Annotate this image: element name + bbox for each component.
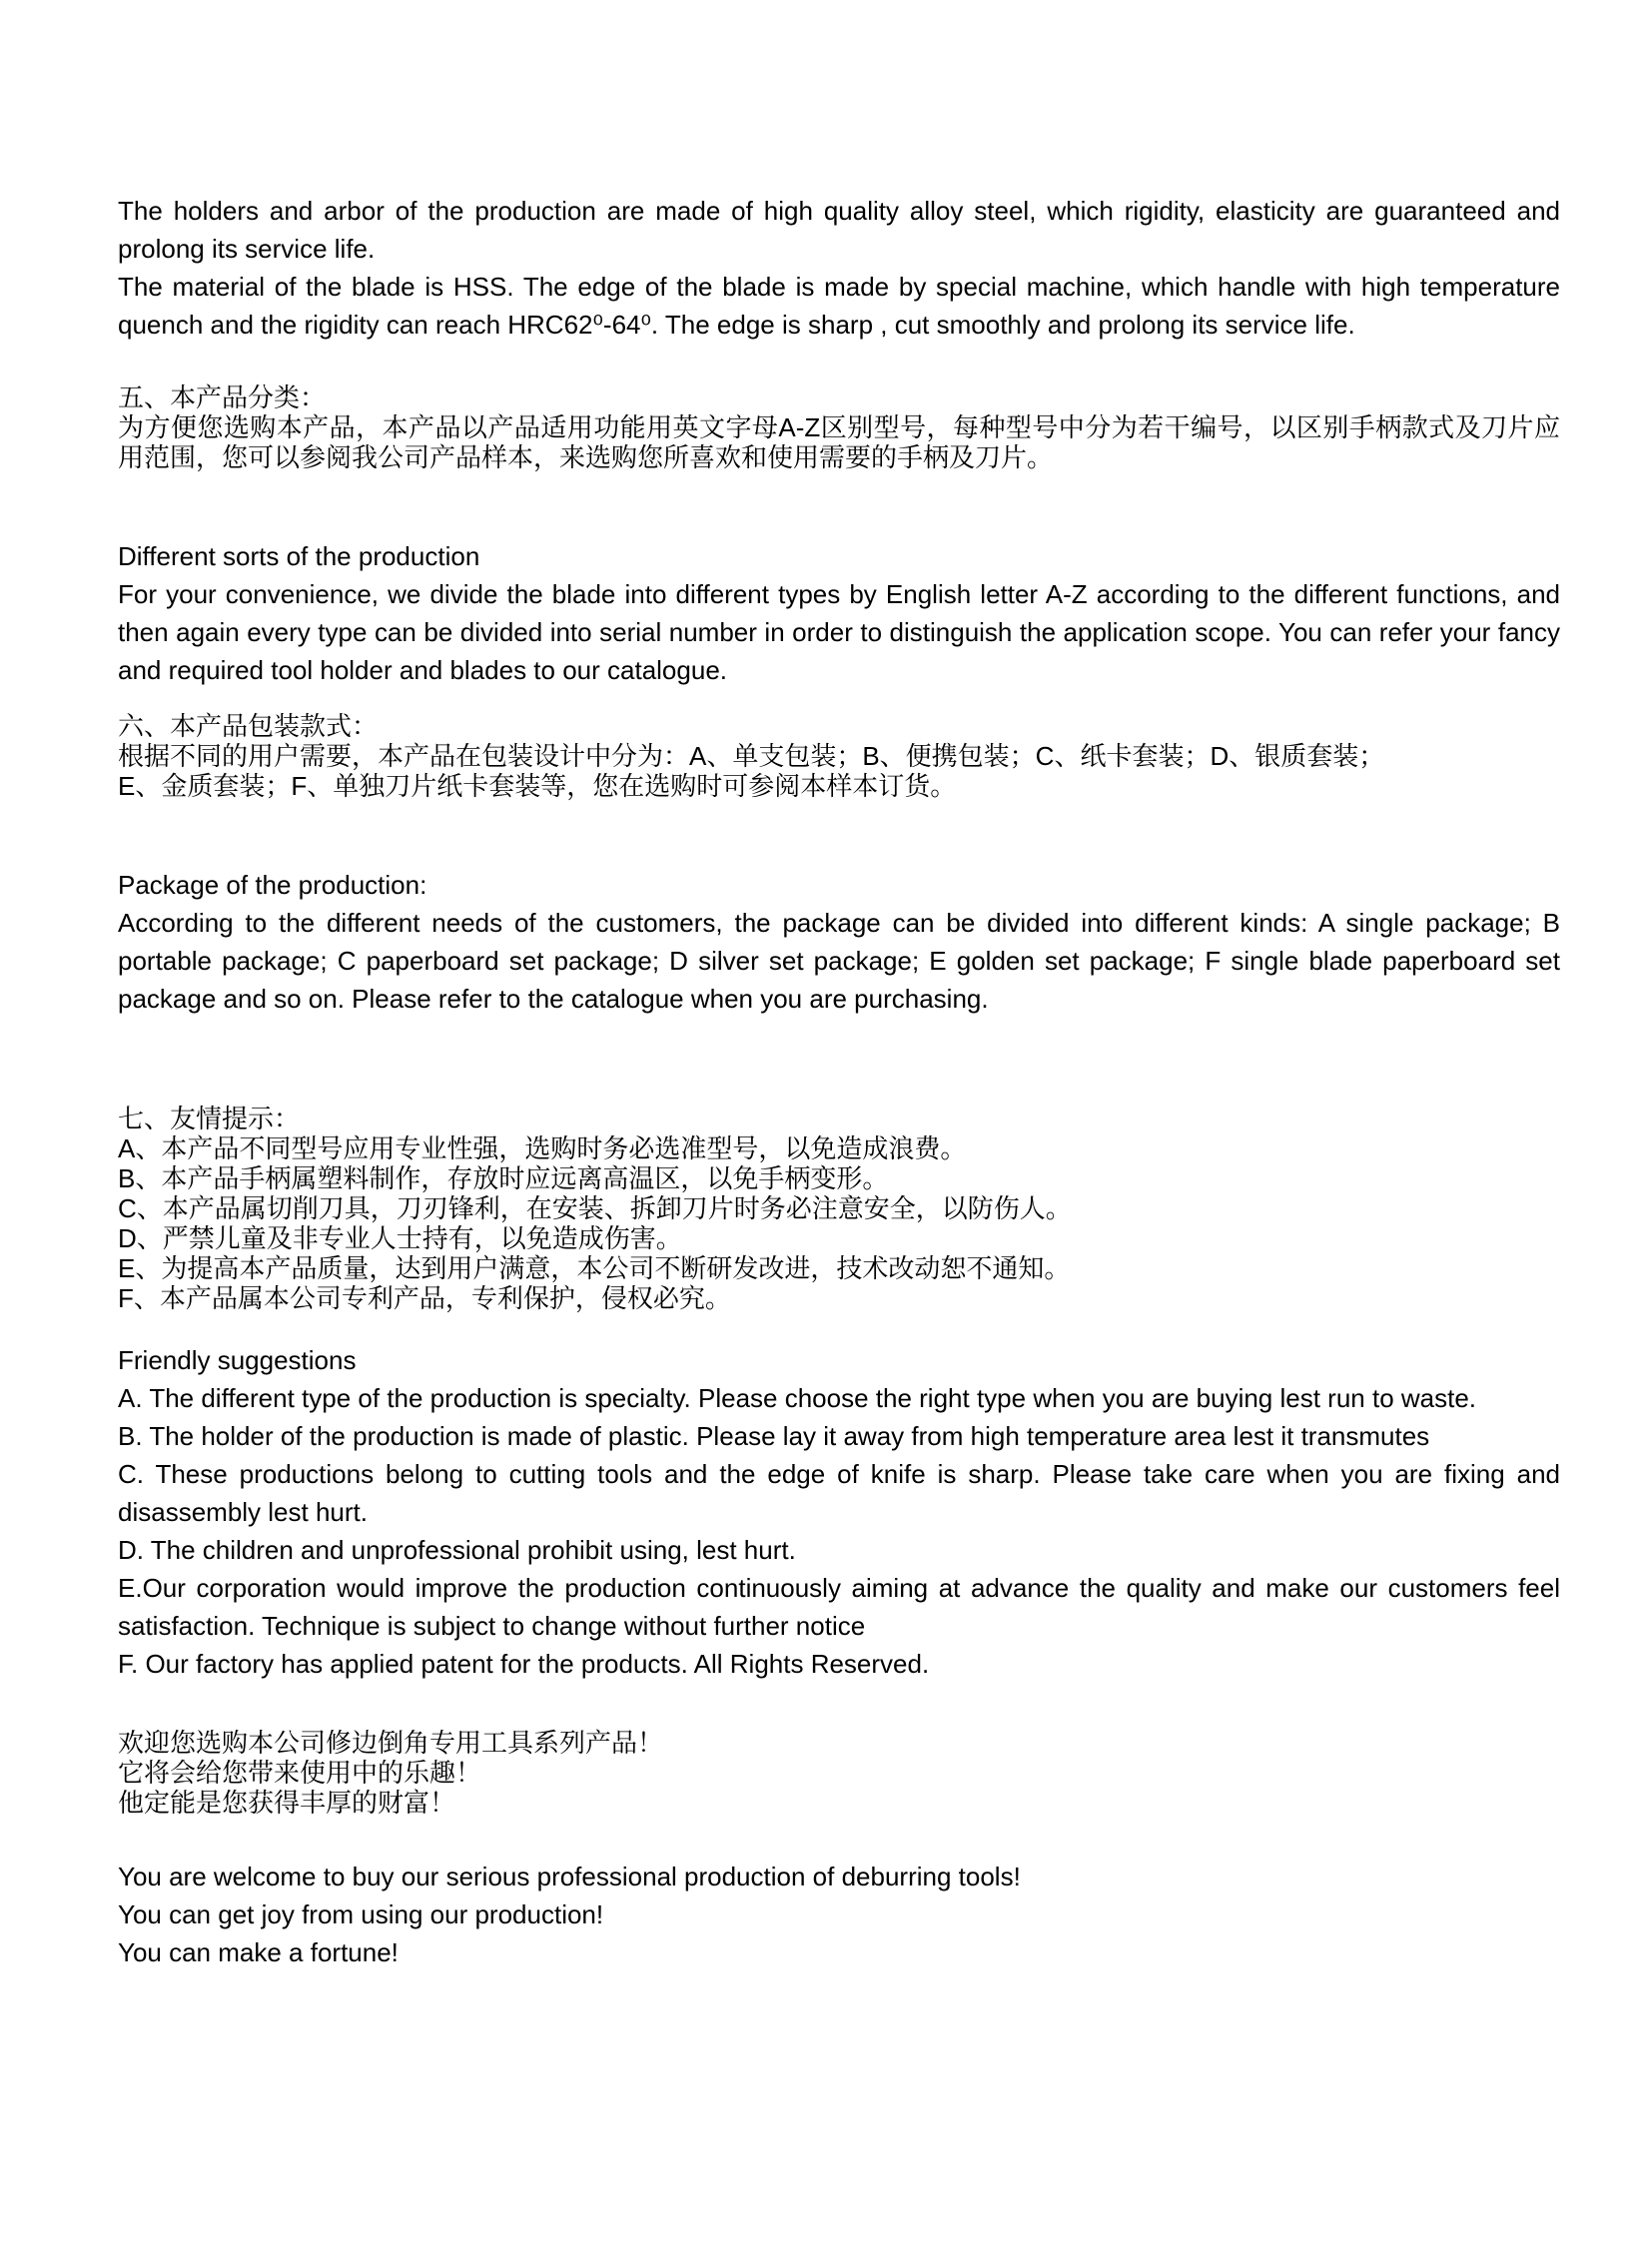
- section7-item-en-a: A. The different type of the production is specialty. Please choose the right type when you are buying lest run to waste.: [118, 1383, 1477, 1413]
- closing-chinese: [118, 1728, 1560, 1818]
- section5-heading-en: Different sorts of the production: [118, 541, 480, 571]
- section5-chinese: [118, 382, 1560, 472]
- section7-item-en-c: C. These productions belong to cutting tools and the edge of knife is sharp. Please take care when you are fixing and disassembly lest hurt.: [118, 1459, 1560, 1527]
- section7-item-zh-f: F、本产品属本公司专利产品，专利保护，侵权必究。: [118, 1283, 731, 1313]
- intro-paragraph-2: The material of the blade is HSS. The edge of the blade is made by special machine, which handle with high temperature quench and the rigidity can reach HRC62⁰-64⁰. The edge is sharp , cut smoothly and prolong its service life.: [118, 272, 1560, 340]
- section7-item-en-e: E.Our corporation would improve the production continuously aiming at advance the quality and make our customers feel satisfaction. Technique is subject to change without further notice: [118, 1573, 1560, 1641]
- closing-en-line-2: You can get joy from using our production!: [118, 1899, 604, 1929]
- section7-item-zh-a: A、本产品不同型号应用专业性强，选购时务必选准型号，以免造成浪费。: [118, 1133, 967, 1163]
- section7-heading-zh: 七、友情提示：: [118, 1104, 301, 1133]
- section5-body-zh: 为方便您选购本产品，本产品以产品适用功能用英文字母A-Z区别型号，每种型号中分为若干编号，以区别手柄款式及刀片应用范围，您可以参阅我公司产品样本，来选购您所喜欢和使用需要的手柄及刀片。: [118, 412, 1560, 472]
- section7-item-zh-b: B、本产品手柄属塑料制作，存放时应远离高温区，以免手柄变形。: [118, 1163, 889, 1193]
- section7-item-zh-c: C、本产品属切削刀具，刀刃锋利，在安装、拆卸刀片时务必注意安全，以防伤人。: [118, 1193, 1072, 1223]
- section7-item-en-f: F. Our factory has applied patent for the products. All Rights Reserved.: [118, 1649, 930, 1679]
- section5-english: [118, 537, 1560, 689]
- section6-chinese: [118, 711, 1560, 801]
- section5-body-en: For your convenience, we divide the blade into different types by English letter A-Z according to the different functions, and then again every type can be divided into serial number in order to distinguish the application scope. You can refer your fancy and required tool holder and blades to our catalogue.: [118, 579, 1560, 685]
- closing-zh-line-1: 欢迎您选购本公司修边倒角专用工具系列产品！: [118, 1728, 664, 1758]
- section6-heading-en: Package of the production:: [118, 870, 427, 900]
- section7-heading-en: Friendly suggestions: [118, 1345, 357, 1375]
- closing-en-line-1: You are welcome to buy our serious professional production of deburring tools!: [118, 1862, 1021, 1891]
- section7-item-en-b: B. The holder of the production is made of plastic. Please lay it away from high temperature area lest it transmutes: [118, 1421, 1430, 1451]
- section5-heading-zh: 五、本产品分类：: [118, 382, 327, 412]
- section7-item-en-d: D. The children and unprofessional prohibit using, lest hurt.: [118, 1535, 796, 1565]
- closing-english: [118, 1858, 1560, 1971]
- section7-english: [118, 1341, 1560, 1683]
- closing-en-line-3: You can make a fortune!: [118, 1937, 399, 1967]
- section6-body-zh-line-2: E、金质套装；F、单独刀片纸卡套装等，您在选购时可参阅本样本订货。: [118, 771, 957, 801]
- section6-heading-zh: 六、本产品包装款式：: [118, 711, 379, 741]
- section7-chinese: [118, 1104, 1560, 1313]
- section6-english: [118, 866, 1560, 1018]
- section7-item-zh-d: D、严禁儿童及非专业人士持有，以免造成伤害。: [118, 1223, 682, 1253]
- closing-zh-line-2: 它将会给您带来使用中的乐趣！: [118, 1758, 482, 1788]
- section6-body-en: According to the different needs of the customers, the package can be divided into different kinds: A single package; B portable package; C paperboard set package; D silver set package; E golden set package; F single blade paperboard set package and so on. Please refer to the catalogue when you are purchasing.: [118, 908, 1560, 1014]
- closing-zh-line-3: 他定能是您获得丰厚的财富！: [118, 1788, 456, 1818]
- intro-paragraph-1: The holders and arbor of the production are made of high quality alloy steel, which rigidity, elasticity are guaranteed and prolong its service life.: [118, 196, 1560, 264]
- intro-section: [118, 192, 1560, 344]
- section7-item-zh-e: E、为提高本产品质量，达到用户满意，本公司不断研发改进，技术改动恕不通知。: [118, 1253, 1071, 1283]
- section6-body-zh-line-1: 根据不同的用户需要，本产品在包装设计中分为：A、单支包装；B、便携包装；C、纸卡套装；D、银质套装；: [118, 741, 1385, 771]
